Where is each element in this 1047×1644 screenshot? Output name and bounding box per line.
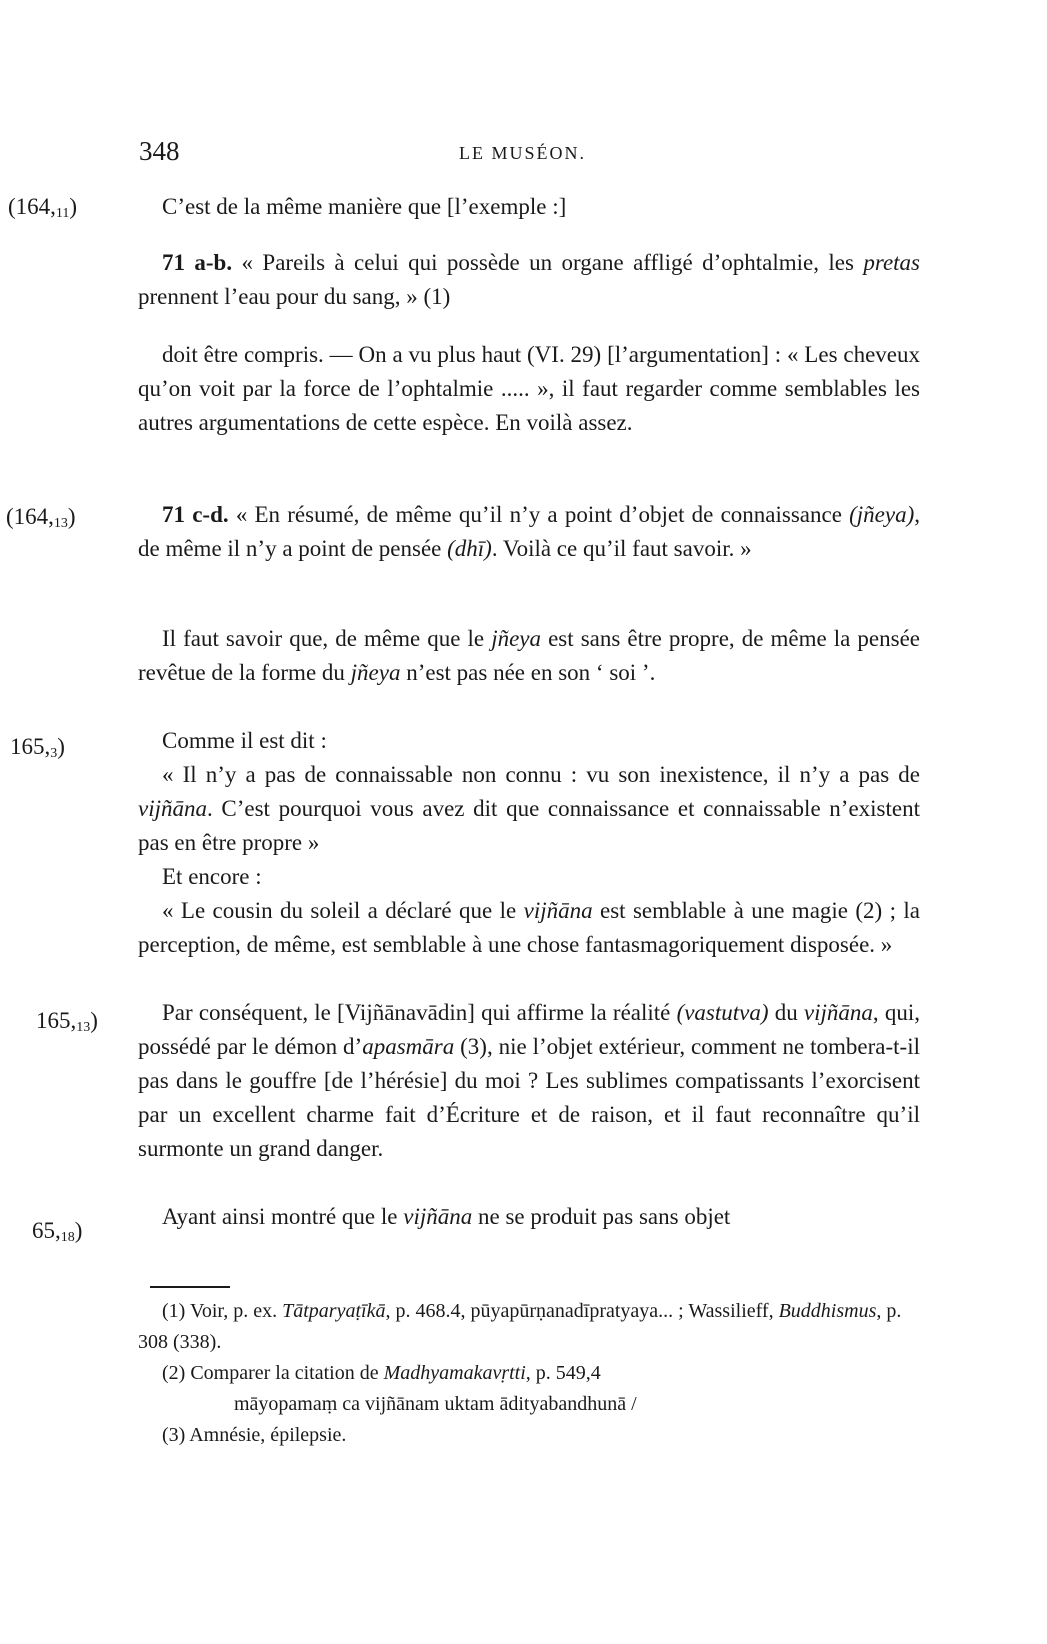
footnote-1: (1) Voir, p. ex. Tātparyaṭīkā, p. 468.4, pūyapūrṇanadīpratyaya... ; Wassilieff, Buddhismus, p. 308 (338). [138, 1300, 902, 1353]
paragraph: C’est de la même manière que [l’exemple :] [162, 194, 567, 219]
footnote-2-quote: māyopamaṃ ca vijñānam uktam ādityabandhunā / [234, 1393, 637, 1415]
footnote-rule [150, 1286, 230, 1288]
paragraph-verse-71ab: 71 a-b. « Pareils à celui qui possède un organe affligé d’ophtalmie, les pretas prennent l’eau pour du sang, » (1) [138, 250, 920, 309]
paragraph: Ayant ainsi montré que le vijñāna ne se produit pas sans objet [162, 1204, 731, 1229]
margin-ref: $65,_{18}$) [32, 1218, 83, 1245]
margin-ref: $(164,_{11})$ [8, 194, 78, 221]
paragraph-verse-71cd: 71 c-d. « En résumé, de même qu’il n’y a point d’objet de connaissance (jñeya), de même il n’y a point de pensée (dhī). Voilà ce qu’il faut savoir. » [138, 502, 920, 561]
margin-ref: $165,_3$) [10, 734, 65, 761]
page-number: 348 [139, 136, 180, 166]
margin-ref: $165,_{13}$) [36, 1008, 98, 1035]
paragraph: Et encore : [162, 864, 262, 889]
paragraph: doit être compris. — On a vu plus haut (VI. 29) [l’argumentation] : « Les cheveux qu’on voit par la force de l’ophtalmie ..... », il faut regarder comme semblables les autres argumentations de cette espèce. En voilà assez. [138, 342, 920, 435]
quotation: « Le cousin du soleil a déclaré que le vijñāna est semblable à une magie (2) ; la perception, de même, est semblable à une chose fantasmagoriquement disposée. » [138, 898, 920, 957]
footnote-3: (3) Amnésie, épilepsie. [162, 1424, 347, 1446]
paragraph: Il faut savoir que, de même que le jñeya est sans être propre, de même la pensée revêtue de la forme du jñeya n’est pas née en son ‘ soi ’. [138, 626, 921, 685]
paragraph: Comme il est dit : [162, 728, 327, 753]
footnote-2: (2) Comparer la citation de Madhyamakavṛtti, p. 549,4 māyopamaṃ ca vijñānam uktam ādityabandhunā / [138, 1358, 920, 1420]
paragraph: Par conséquent, le [Vijñānavādin] qui affirme la réalité (vastutva) du vijñāna, qui, possédé par le démon d’apasmāra (3), nie l’objet extérieur, comment ne tombera-t-il pas dans le gouffre [de l’hérésie] du moi ? Les sublimes compatissants l’exorcisent par un excellent charme fait d’Écriture et de raison, et il faut reconnaître qu’il surmonte un grand danger. [138, 1000, 921, 1161]
running-title: LE MUSÉON. [459, 143, 586, 163]
margin-ref: $(164,_{13})$ [6, 504, 76, 531]
quotation: « Il n’y a pas de connaissable non connu : vu son inexistence, il n’y a pas de vijñāna. C’est pourquoi vous avez dit que connaissance et connaissable n’existent pas en être propre » [138, 762, 920, 855]
